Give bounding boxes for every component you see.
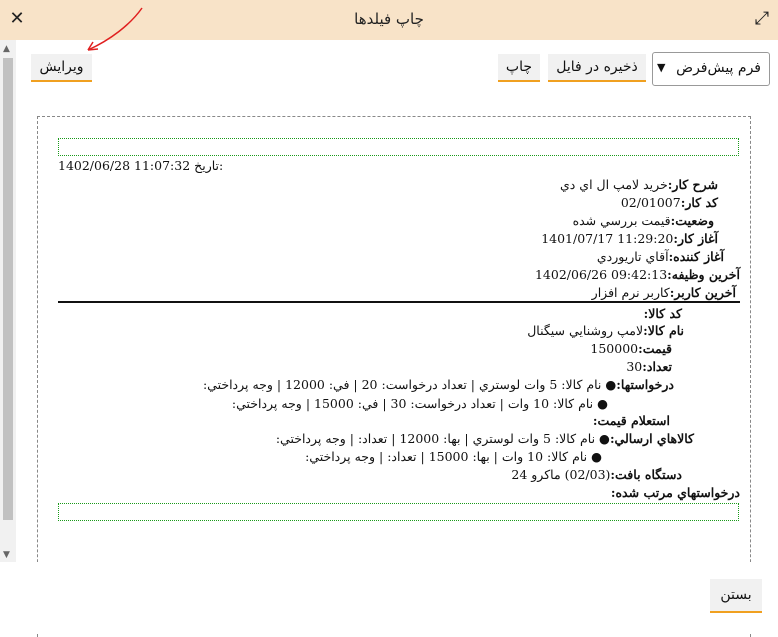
detail-row [276, 431, 694, 446]
edit-button[interactable]: ویرایش [31, 54, 92, 82]
field-label: آغاز کننده: [668, 249, 724, 264]
detail-label: دستگاه بافت: [610, 467, 682, 482]
dialog-footer [0, 562, 778, 634]
detail-row [232, 396, 608, 411]
detail-value: ● نام کالا: 5 وات لوستري | بها: 12000 | تعداد: | وجه پرداختي: [275, 431, 610, 446]
detail-row [626, 359, 672, 374]
detail-row [611, 485, 740, 500]
detail-row [305, 449, 602, 464]
field-row [597, 249, 724, 264]
field-row [560, 177, 718, 192]
field-value: کاربر نرم افزار [591, 285, 670, 300]
date-label: تاریخ: [194, 158, 224, 173]
field-label: آخرین کاربر: [669, 285, 736, 300]
form-select[interactable] [652, 52, 770, 86]
detail-label: درخواستها: [616, 377, 674, 392]
print-button[interactable]: چاپ [498, 54, 540, 82]
detail-label: کد کالا: [643, 306, 682, 321]
field-value: قيمت بررسي شده [572, 213, 671, 228]
detail-value: 150000 [590, 341, 639, 356]
detail-label: استعلام قیمت: [592, 413, 670, 428]
detail-label: تعداد: [642, 359, 672, 374]
annotation-arrow-icon [80, 5, 150, 55]
field-row [535, 267, 740, 282]
field-value: 1402/06/26 09:42:13 [534, 267, 668, 282]
field-row [573, 213, 714, 228]
detail-row [203, 377, 674, 392]
form-select-value: فرم پیش‌فرض [676, 60, 761, 76]
field-value: 1401/07/17 11:29:20 [541, 231, 674, 246]
field-label: وضعیت: [670, 213, 714, 228]
detail-value: ● نام کالا: 10 وات | تعداد درخواست: 30 | في: 15000 | وجه پرداختي: [231, 396, 608, 411]
field-label: کد کار: [680, 195, 718, 210]
scrollbar-thumb[interactable] [3, 58, 13, 520]
field-row [621, 195, 718, 210]
chevron-down-icon: ▼ [657, 61, 666, 74]
detail-value: 30 [626, 359, 643, 374]
detail-label: کالاهاي ارسالي: [609, 431, 694, 446]
detail-row [511, 467, 682, 482]
separator-line [58, 301, 740, 303]
detail-row [527, 323, 684, 338]
scroll-down-icon[interactable]: ▼ [3, 550, 10, 560]
field-row [541, 231, 718, 246]
detail-row [644, 306, 682, 321]
field-value: آقاي تاريوردي [596, 249, 669, 264]
expand-icon[interactable]: ⤢ [754, 7, 770, 29]
field-label: شرح کار: [667, 177, 718, 192]
detail-row [590, 341, 672, 356]
date-value: 1402/06/28 11:07:32 [58, 158, 191, 173]
save-to-file-button[interactable]: ذخیره در فایل [548, 54, 646, 82]
field-value: خريد لامپ ال اي دي [559, 177, 668, 192]
detail-value: (02/03) ماکرو 24 [511, 467, 611, 482]
scroll-up-icon[interactable]: ▲ [3, 44, 10, 54]
close-icon[interactable]: ✕ [9, 7, 25, 29]
detail-value: ● نام کالا: 5 وات لوستري | تعداد درخواست: 20 | في: 12000 | وجه پرداختي: [202, 377, 617, 392]
window-title: چاپ فیلدها [354, 10, 424, 28]
detail-label: درخواستهاي مرتب شده: [610, 485, 740, 500]
detail-row [593, 413, 670, 428]
detail-value: ● نام کالا: 10 وات | بها: 15000 | تعداد: | وجه پرداختي: [305, 449, 602, 464]
detail-value: لامپ روشنايي سيگنال [527, 323, 644, 338]
field-label: آغاز کار: [673, 231, 718, 246]
detail-label: نام کالا: [643, 323, 684, 338]
detail-label: قیمت: [638, 341, 672, 356]
field-label: آخرین وظیفه: [667, 267, 740, 282]
field-value: 02/01007 [620, 195, 681, 210]
date-line [58, 158, 223, 173]
header-region [58, 138, 739, 156]
footer-region [58, 503, 739, 521]
close-button[interactable]: بستن [710, 579, 762, 613]
field-row [592, 285, 736, 300]
vertical-scrollbar[interactable] [0, 40, 16, 562]
